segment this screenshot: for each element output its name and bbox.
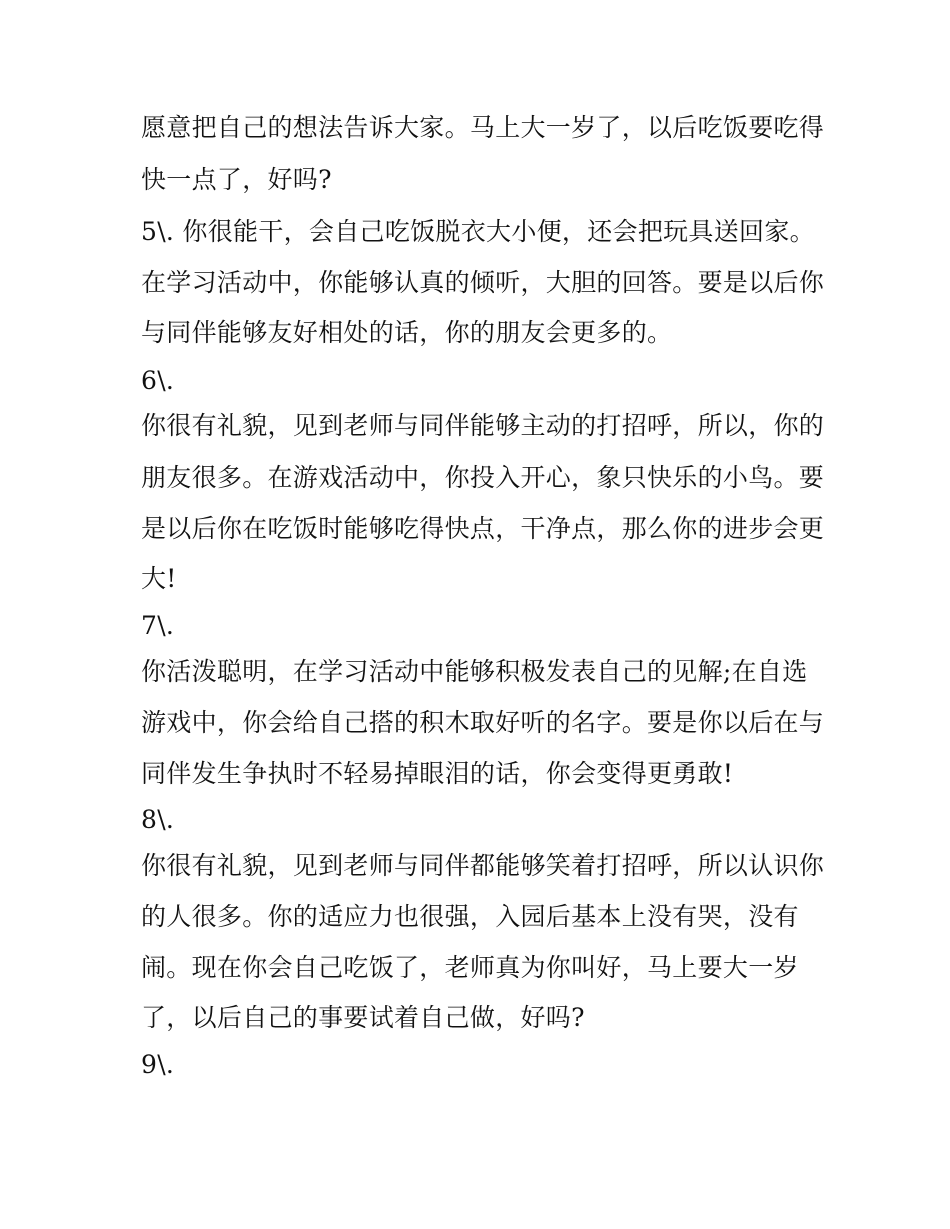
text-line: 朋友很多。在游戏活动中，你投入开心，象只快乐的小鸟。要 bbox=[141, 463, 825, 492]
text-line: 游戏中，你会给自己搭的积木取好听的名字。要是你以后在与 bbox=[141, 708, 825, 737]
text-line: 同伴发生争执时不轻易掉眼泪的话，你会变得更勇敢! bbox=[141, 759, 734, 788]
text-line: 愿意把自己的想法告诉大家。马上大一岁了，以后吃饭要吃得 bbox=[141, 113, 825, 142]
text-line: 快一点了，好吗? bbox=[141, 165, 332, 194]
text-line: 了，以后自己的事要试着自己做，好吗? bbox=[141, 1003, 585, 1032]
text-line: 与同伴能够友好相处的话，你的朋友会更多的。 bbox=[141, 318, 673, 347]
text-line: 是以后你在吃饭时能够吃得快点，干净点，那么你的进步会更 bbox=[141, 514, 825, 543]
text-line: 大! bbox=[141, 564, 177, 593]
section-number: 6\. bbox=[141, 366, 175, 395]
section-number: 7\. bbox=[141, 611, 175, 640]
section-number: 9\. bbox=[141, 1050, 175, 1079]
text-line: 5\. 你很能干，会自己吃饭脱衣大小便，还会把玩具送回家。 bbox=[141, 217, 815, 246]
text-line: 在学习活动中，你能够认真的倾听，大胆的回答。要是以后你 bbox=[141, 268, 825, 297]
text-line: 的人很多。你的适应力也很强，入园后基本上没有哭，没有 bbox=[141, 902, 799, 931]
text-line: 你很有礼貌，见到老师与同伴都能够笑着打招呼，所以认识你 bbox=[141, 851, 825, 880]
text-line: 你很有礼貌，见到老师与同伴能够主动的打招呼，所以，你的 bbox=[141, 411, 825, 440]
text-line: 闹。现在你会自己吃饭了，老师真为你叫好，马上要大一岁 bbox=[141, 953, 799, 982]
text-line: 你活泼聪明，在学习活动中能够积极发表自己的见解;在自选 bbox=[141, 657, 808, 686]
section-number: 8\. bbox=[141, 805, 175, 834]
